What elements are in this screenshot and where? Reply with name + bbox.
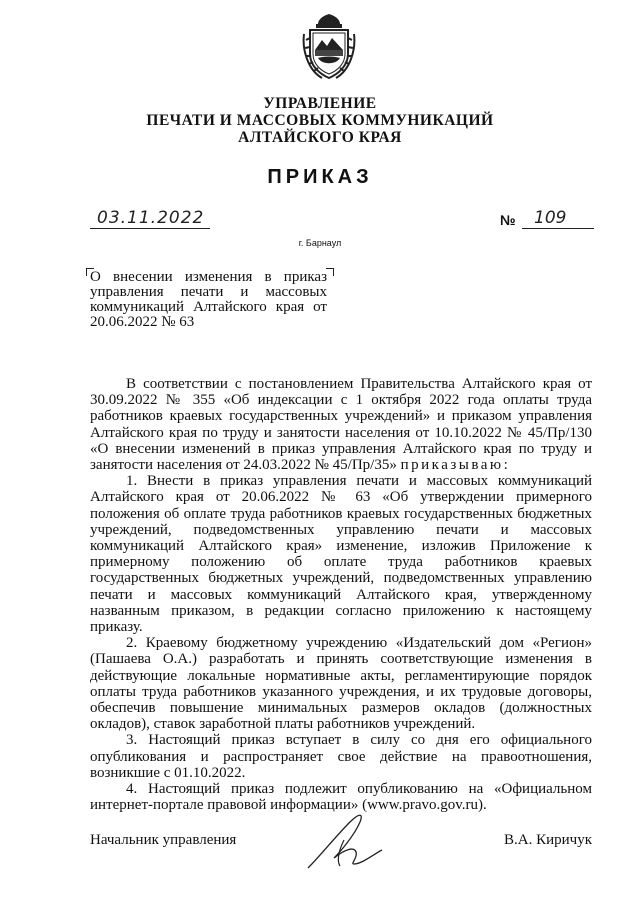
signatory-title: Начальник управления: [90, 832, 237, 848]
subject-line: О внесении изменения в приказ: [90, 269, 327, 285]
order-item-1: 1. Внести в приказ управления печати и массовых коммуникаций Алтайского края от 20.06.2022 № 63 «Об утверждении примерного положения об оплате труда работников краевых государственных бюджетных учреждений, подведомственных управлению печати и массовых коммуникаций Алтайского края» изменение, изложив Приложение к примерному положению об оплате труда работников краевых государственных бюджетных учреждений, подведомственных управлению печати и массовых коммуникаций Алтайского края, утвержденному названным приказом, в редакции согласно приложению к настоящему приказу.: [90, 473, 592, 636]
handwritten-signature-icon: [300, 806, 410, 876]
order-number: 109: [534, 208, 567, 228]
document-type-title: ПРИКАЗ: [267, 166, 373, 188]
agency-name-line1: УПРАВЛЕНИЕ: [263, 95, 377, 112]
preamble-text: В соответствии с постановлением Правительства Алтайского края от 30.09.2022 № 355 «Об индексации с 1 октября 2022 года оплаты труда работников краевых государственных учреждений» и приказом управления Алтайского края по труду и занятости населения от 10.10.2022 № 45/Пр/130 «О внесении изменений в приказ управления Алтайского края по труду и занятости населения от 24.03.2022 № 45/Пр/35»: [90, 376, 592, 474]
subject-line: коммуникаций Алтайского края от: [90, 299, 327, 315]
city-label: г. Барнаул: [298, 238, 342, 248]
order-word: приказываю:: [400, 457, 511, 474]
date-underline: [90, 228, 210, 229]
order-subject: [90, 270, 327, 330]
preamble-paragraph: [90, 376, 592, 473]
number-underline: [522, 228, 594, 229]
signatory-name: В.А. Киричук: [504, 832, 592, 848]
coat-of-arms-icon: [302, 10, 356, 82]
agency-name-line2: ПЕЧАТИ И МАССОВЫХ КОММУНИКАЦИЙ: [146, 112, 494, 129]
subject-line: 20.06.2022 № 63: [90, 314, 195, 330]
order-item-4: 4. Настоящий приказ подлежит опубликованию на «Официальном интернет-портале правовой информации» (www.pravo.gov.ru).: [90, 781, 592, 814]
agency-name-line3: АЛТАЙСКОГО КРАЯ: [238, 129, 402, 146]
order-body: [90, 376, 592, 813]
order-item-3: 3. Настоящий приказ вступает в силу со дня его официального опубликования и распространяет свое действие на правоотношения, возникшие с 01.10.2022.: [90, 732, 592, 781]
order-item-2: 2. Краевому бюджетному учреждению «Издательский дом «Регион» (Пашаева О.А.) разработать и принять соответствующие изменения в действующие локальные нормативные акты, регламентирующие порядок оплаты труда работников указанного учреждения, и их трудовые договоры, обеспечив повышение минимальных размеров окладов (должностных окладов), ставок заработной платы работников учреждений.: [90, 635, 592, 733]
subject-line: управления печати и массовых: [90, 284, 327, 300]
order-date: 03.11.2022: [97, 208, 205, 228]
subject-bracket-right: [326, 268, 334, 276]
number-sign: №: [500, 212, 516, 228]
